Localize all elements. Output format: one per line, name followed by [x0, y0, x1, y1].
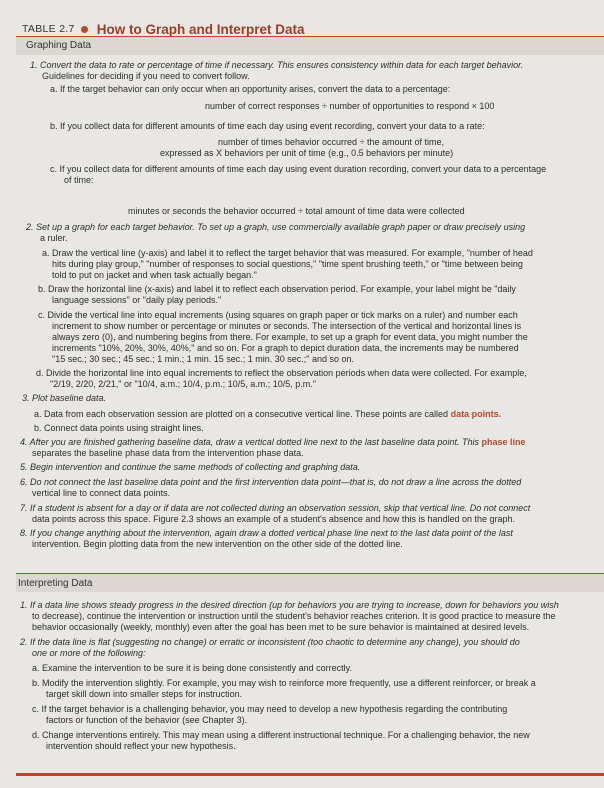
step-2a-text-1: hits during play group," "number of responses to social questions," "time spent brushing teeth," or "time between being	[52, 259, 523, 269]
step-1-text: Guidelines for deciding if you need to convert follow.	[42, 71, 250, 81]
interp-2d-text: intervention should reflect your new hypothesis.	[46, 741, 236, 751]
step-2c-text-3: increments "10%, 20%, 30%, 40%," and so on. For a graph to depict duration data, the increments may be numbered	[52, 343, 519, 353]
step-3b: b. Connect data points using straight lines.	[34, 423, 204, 433]
step-2b: b. Draw the horizontal line (x-axis) and label it to reflect each observation period. For example, your label might be "daily	[38, 284, 516, 294]
step-2c-text-2: always zero (0), and numbering begins from there. For example, to set up a graph for event data, you might number the	[52, 332, 528, 342]
step-2: 2. Set up a graph for each target behavior. To set up a graph, use commercially available graph paper or draw precisely using	[26, 222, 526, 232]
section-heading-graphing: Graphing Data	[26, 40, 92, 51]
step-2c-text-1: increment to show number or percentage or minutes or seconds. The intersection of the vertical and horizontal lines is	[52, 321, 522, 331]
section-band-graphing	[16, 37, 604, 55]
interp-2b-text: target skill down into smaller steps for instruction.	[46, 689, 243, 699]
step-4	[20, 437, 525, 448]
step-7: 7. If a student is absent for a day or if data are not collected during an observation session, skip that vertical line. Do not connect	[20, 503, 531, 513]
interp-2b: b. Modify the intervention slightly. For example, you may wish to reinforce more frequently, use a different reinforcer, or break a	[32, 678, 536, 688]
section-heading-interpreting: Interpreting Data	[18, 578, 93, 589]
bullet-dot-icon	[81, 26, 88, 33]
table-number: TABLE 2.7	[22, 23, 75, 35]
formula-rate-unit: expressed as X behaviors per unit of time (e.g., 0.5 behaviors per minute)	[160, 148, 454, 158]
step-8-text: intervention. Begin plotting data from the new intervention on the other side of the dotted line.	[32, 539, 403, 549]
step-2a-text-2: told to put on jacket and when task actually began."	[52, 270, 257, 280]
interp-2c-text: factors or function of the behavior (see Chapter 3).	[46, 715, 248, 725]
interp-2-text: one or more of the following:	[32, 648, 146, 658]
step-2d: d. Divide the horizontal line into equal increments to reflect the observation periods when data were collected. For example,	[36, 368, 527, 378]
interp-2a: a. Examine the intervention to be sure it is being done consistently and correctly.	[32, 663, 353, 673]
step-5: 5. Begin intervention and continue the same methods of collecting and graphing data.	[20, 462, 361, 472]
step-3a-text: a. Data from each observation session are plotted on a consecutive vertical line. These points are called	[34, 409, 449, 419]
step-1c-text: of time:	[64, 175, 94, 185]
step-1b: b. If you collect data for different amounts of time each day using event recording, convert your data to a rate:	[50, 121, 485, 131]
step-6: 6. Do not connect the last baseline data point and the first intervention data point—that is, do not draw a line across the dotted	[20, 477, 522, 487]
step-2c: c. Divide the vertical line into equal increments (using squares on graph paper or tick marks on a ruler) and number each	[38, 310, 518, 320]
interp-1-text-2: behavior occasionally (weekly, monthly) even after the goal has been met to be sure behavior is maintained at desired levels.	[32, 622, 530, 632]
step-1a: a. If the target behavior can only occur when an opportunity arises, convert the data to a percentage:	[50, 84, 451, 94]
interp-2c: c. If the target behavior is a challenging behavior, you may need to develop a new hypothesis regarding the contributing	[32, 704, 508, 714]
step-3: 3. Plot baseline data.	[22, 393, 107, 403]
step-7-text: data points across this space. Figure 2.3 shows an example of a student's absence and how this is handled on the graph.	[32, 514, 516, 524]
step-3a	[34, 409, 501, 420]
step-1c: c. If you collect data for different amounts of time each day using event duration recording, convert your data to a percentage	[50, 164, 547, 174]
step-6-text: vertical line to connect data points.	[32, 488, 171, 498]
formula-percentage: number of correct responses ÷ number of opportunities to respond × 100	[205, 101, 495, 111]
table-title: How to Graph and Interpret Data	[96, 21, 305, 37]
interp-2d: d. Change interventions entirely. This may mean using a different instructional technique. For a challenging behavior, the new	[32, 730, 530, 740]
step-2-text: a ruler.	[40, 233, 68, 243]
step-2a: a. Draw the vertical line (y-axis) and label it to reflect the target behavior that was measured. For example, "number of head	[42, 248, 533, 258]
bottom-rule	[16, 773, 604, 776]
step-2b-text: language sessions" or "daily play periods."	[52, 295, 222, 305]
step-1: 1. Convert the data to rate or percentage of time if necessary. This ensures consistency within data for each target behavior.	[30, 60, 524, 70]
step-4-text-2: separates the baseline phase data from the intervention phase data.	[32, 448, 304, 458]
step-8: 8. If you change anything about the intervention, again draw a dotted vertical phase line next to the last data point of the last	[20, 528, 513, 538]
step-2d-text: "2/19, 2/20, 2/21," or "10/4, a.m.; 10/4, p.m.; 10/5, a.m.; 10/5, p.m."	[50, 379, 316, 389]
interp-1: 1. If a data line shows steady progress in the desired direction (up for behaviors you are trying to increase, down for behaviors you wish	[20, 600, 559, 610]
step-4-text: 4. After you are finished gathering baseline data, draw a vertical dotted line next to the last baseline data point. This	[20, 437, 479, 447]
term-data-points: data points.	[450, 409, 502, 419]
term-phase-line: phase line	[481, 437, 526, 447]
interp-2: 2. If the data line is flat (suggesting no change) or erratic or inconsistent (too chaotic to determine any change), you should do	[20, 637, 520, 647]
interp-1-text-1: to decrease), continue the intervention or instruction until the student's behavior reaches criterion. It is good practice to measure the	[32, 611, 556, 621]
section-band-interpreting	[16, 574, 604, 592]
step-2c-text-4: "15 sec.; 30 sec.; 45 sec.; 1 min.; 1 min. 15 sec.; 1 min. 30 sec.;" and so on.	[52, 354, 355, 364]
formula-rate: number of times behavior occurred ÷ the amount of time,	[218, 137, 445, 147]
formula-duration: minutes or seconds the behavior occurred ÷ total amount of time data were collected	[128, 206, 465, 216]
